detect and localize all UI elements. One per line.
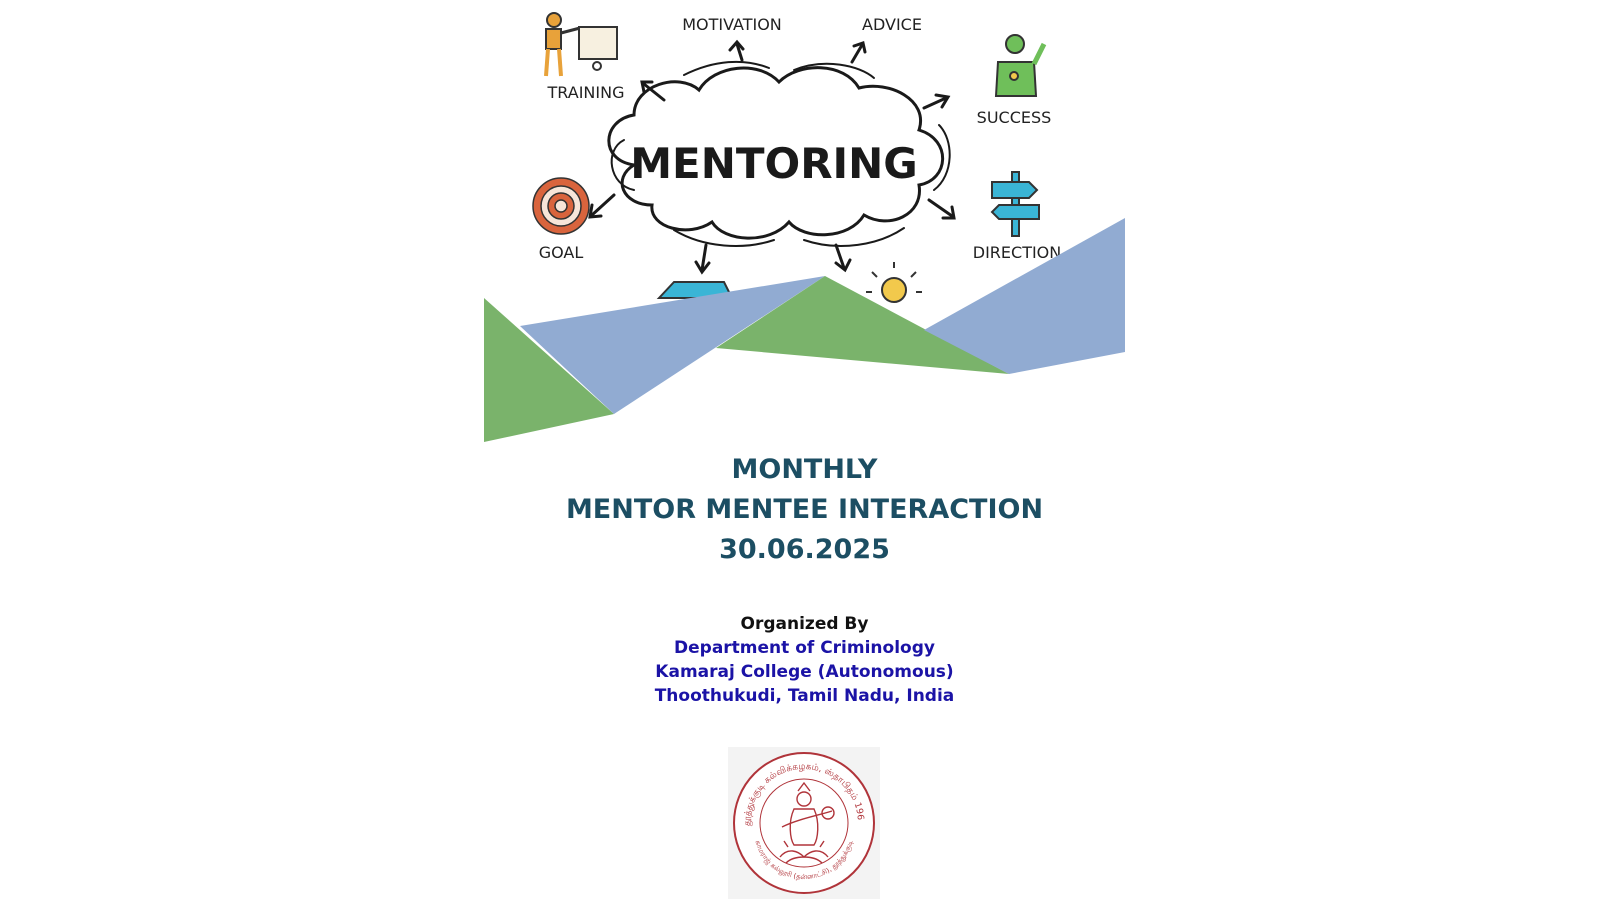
label-advice: ADVICE [862,15,922,34]
label-motivation: MOTIVATION [682,15,782,34]
event-date: 30.06.2025 [719,534,890,565]
organizer-block [484,612,1125,708]
organized-by-label: Organized By [740,614,869,634]
poster-page [484,0,1125,900]
label-direction: DIRECTION [972,243,1062,262]
label-training: TRAINING [547,83,625,102]
seal-top-text: தூத்துக்குடி கல்விக்கழகம், ஸ்தாபிதம் 196 [742,761,865,827]
success-person-icon [996,35,1044,96]
label-goal: GOAL [538,243,584,262]
organizer-location: Thoothukudi, Tamil Nadu, India [654,686,955,706]
organizer-department: Department of Criminology [674,638,935,658]
event-title [484,450,1125,570]
college-seal [728,747,880,899]
label-success: SUCCESS [976,108,1052,127]
organizer-college: Kamaraj College (Autonomous) [655,662,954,682]
title-line-monthly: MONTHLY [731,454,878,485]
mentoring-center-word: MENTORING [630,139,918,188]
seal-bottom-text: காமராஜ் கல்லூரி (தன்னாட்சி), தூத்துக்குடி [753,839,855,882]
presenter-icon [546,13,617,76]
decorative-mountains [484,218,1125,444]
seal-logo-icon [728,747,880,899]
title-line-interaction: MENTOR MENTEE INTERACTION [565,494,1044,525]
